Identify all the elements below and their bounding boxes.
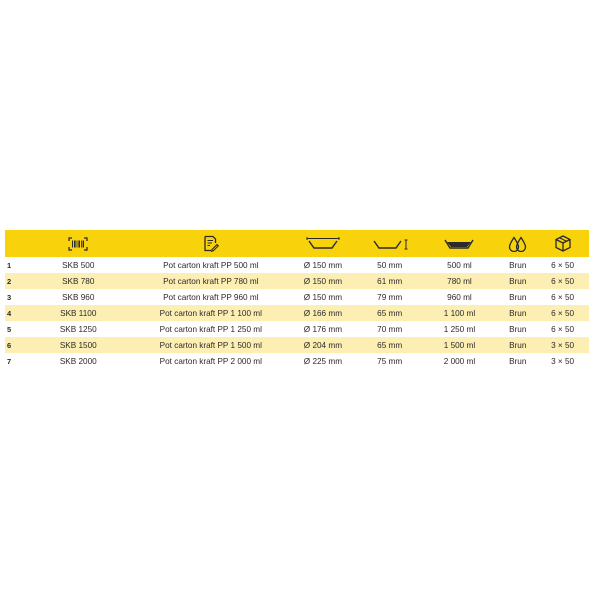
product-height: 70 mm bbox=[377, 324, 403, 334]
product-packaging: 6 × 50 bbox=[551, 276, 575, 286]
product-table bbox=[5, 230, 589, 369]
table-row bbox=[5, 273, 589, 289]
product-height: 65 mm bbox=[377, 308, 403, 318]
product-description: Pot carton kraft PP 1 250 ml bbox=[159, 324, 262, 334]
product-description: Pot carton kraft PP 780 ml bbox=[163, 276, 259, 286]
product-color: Brun bbox=[509, 292, 527, 302]
product-color: Brun bbox=[509, 356, 527, 366]
product-height: 65 mm bbox=[377, 340, 403, 350]
header-num-cell bbox=[5, 230, 21, 257]
product-height: 61 mm bbox=[377, 276, 403, 286]
product-ref: SKB 500 bbox=[62, 260, 95, 270]
product-volume: 960 ml bbox=[447, 292, 472, 302]
product-diameter: Ø 150 mm bbox=[303, 292, 343, 302]
product-packaging: 3 × 50 bbox=[551, 356, 575, 366]
volume-icon bbox=[420, 230, 500, 257]
row-number: 6 bbox=[7, 340, 12, 350]
product-color: Brun bbox=[509, 308, 527, 318]
product-diameter: Ø 204 mm bbox=[303, 340, 343, 350]
product-volume: 1 500 ml bbox=[443, 340, 476, 350]
product-ref: SKB 2000 bbox=[59, 356, 97, 366]
product-description: Pot carton kraft PP 1 500 ml bbox=[159, 340, 262, 350]
product-volume: 780 ml bbox=[447, 276, 472, 286]
product-volume: 1 250 ml bbox=[443, 324, 476, 334]
product-height: 50 mm bbox=[377, 260, 403, 270]
row-number: 5 bbox=[7, 324, 12, 334]
product-ref: SKB 780 bbox=[62, 276, 95, 286]
row-number: 1 bbox=[7, 260, 12, 270]
table-header bbox=[5, 230, 589, 257]
table-row bbox=[5, 289, 589, 305]
table-row bbox=[5, 321, 589, 337]
product-volume: 500 ml bbox=[447, 260, 472, 270]
table-row bbox=[5, 353, 589, 369]
product-packaging: 6 × 50 bbox=[551, 324, 575, 334]
table-row bbox=[5, 305, 589, 321]
barcode-icon bbox=[21, 230, 136, 257]
product-ref: SKB 1100 bbox=[60, 308, 97, 318]
product-color: Brun bbox=[509, 260, 527, 270]
row-number: 7 bbox=[7, 356, 12, 366]
box-icon bbox=[536, 230, 589, 257]
row-number: 3 bbox=[7, 292, 12, 302]
height-icon bbox=[360, 230, 420, 257]
table-row bbox=[5, 337, 589, 353]
table-row bbox=[5, 257, 589, 273]
product-volume: 2 000 ml bbox=[443, 356, 476, 366]
product-diameter: Ø 176 mm bbox=[303, 324, 343, 334]
color-drops-icon bbox=[499, 230, 536, 257]
document-edit-icon bbox=[136, 230, 286, 257]
product-description: Pot carton kraft PP 2 000 ml bbox=[159, 356, 262, 366]
product-ref: SKB 1500 bbox=[59, 340, 97, 350]
product-packaging: 6 × 50 bbox=[551, 260, 575, 270]
product-volume: 1 100 ml bbox=[443, 308, 476, 318]
product-packaging: 6 × 50 bbox=[551, 292, 575, 302]
product-height: 75 mm bbox=[377, 356, 403, 366]
product-description: Pot carton kraft PP 1 100 ml bbox=[159, 308, 262, 318]
product-diameter: Ø 150 mm bbox=[303, 260, 343, 270]
row-number: 2 bbox=[7, 276, 12, 286]
product-diameter: Ø 166 mm bbox=[303, 308, 343, 318]
diameter-icon bbox=[286, 230, 360, 257]
product-color: Brun bbox=[509, 276, 527, 286]
product-packaging: 3 × 50 bbox=[551, 340, 575, 350]
product-ref: SKB 1250 bbox=[59, 324, 97, 334]
row-number: 4 bbox=[7, 308, 12, 318]
product-description: Pot carton kraft PP 500 ml bbox=[163, 260, 259, 270]
product-packaging: 6 × 50 bbox=[551, 308, 575, 318]
product-diameter: Ø 150 mm bbox=[303, 276, 343, 286]
product-color: Brun bbox=[509, 340, 527, 350]
product-ref: SKB 960 bbox=[62, 292, 95, 302]
product-description: Pot carton kraft PP 960 ml bbox=[163, 292, 259, 302]
product-height: 79 mm bbox=[377, 292, 403, 302]
product-color: Brun bbox=[509, 324, 527, 334]
product-diameter: Ø 225 mm bbox=[303, 356, 343, 366]
